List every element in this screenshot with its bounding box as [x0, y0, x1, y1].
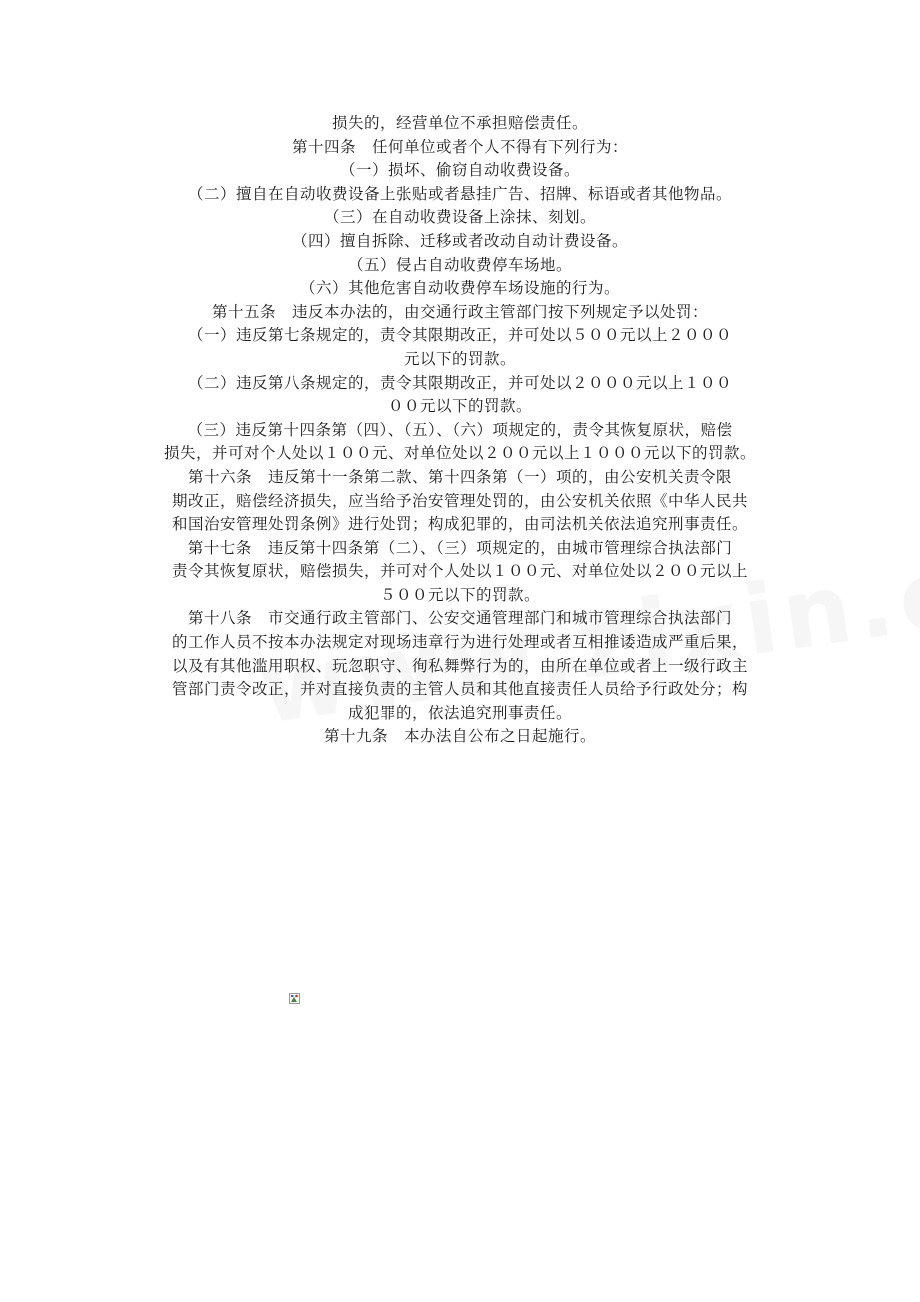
text-line: ５００元以下的罚款。	[379, 585, 540, 604]
list-item: （五）侵占自动收费停车场地。	[347, 255, 572, 274]
list-item: （二）擅自在自动收费设备上张贴或者悬挂广告、招牌、标语或者其他物品。	[187, 184, 732, 203]
text-line: （三）违反第十四条第（四）、（五）、（六）项规定的，责令其恢复原状，赔偿	[187, 420, 733, 439]
article-19-heading: 第十九条 本办法自公布之日起施行。	[323, 727, 596, 746]
text-line: 期改正，赔偿经济损失，应当给予治安管理处罚的，由公安机关依照《中华人民共	[171, 491, 748, 510]
text-line: （二）违反第八条规定的，责令其限期改正，并可处以２０００元以上１００	[187, 373, 732, 392]
list-item: （三）在自动收费设备上涂抹、刻划。	[323, 208, 596, 227]
document-body	[135, 112, 785, 749]
text-line: 损失的，经营单位不承担赔偿责任。	[331, 114, 588, 132]
article-15-heading: 第十五条 违反本办法的，由交通行政主管部门按下列规定予以处罚：	[211, 302, 708, 321]
text-line: 管部门责令改正，并对直接负责的主管人员和其他直接责任人员给予行政处分；构	[171, 680, 748, 699]
article-14-heading: 第十四条 任何单位或者个人不得有下列行为：	[291, 137, 628, 156]
text-line: ００元以下的罚款。	[387, 397, 532, 416]
list-item: （四）擅自拆除、迁移或者改动自动计费设备。	[291, 231, 628, 250]
text-line: 责令其恢复原状，赔偿损失，并可对个人处以１００元、对单位处以２００元以上	[171, 562, 748, 581]
list-item: （六）其他危害自动收费停车场设施的行为。	[299, 279, 620, 298]
text-line: 和国治安管理处罚条例》进行处罚；构成犯罪的，由司法机关依法追究刑事责任。	[171, 515, 748, 534]
article-18-heading: 第十八条 市交通行政主管部门、公安交通管理部门和城市管理综合执法部门	[187, 609, 732, 628]
text-line: 成犯罪的，依法追究刑事责任。	[347, 703, 572, 722]
list-item: （一）损坏、偷窃自动收费设备。	[339, 161, 580, 180]
text-line: （一）违反第七条规定的，责令其限期改正，并可处以５００元以上２０００	[187, 326, 732, 345]
text-line: 以及有其他滥用职权、玩忽职守、徇私舞弊行为的，由所在单位或者上一级行政主	[171, 656, 748, 675]
article-17-heading: 第十七条 违反第十四条第（二）、（三）项规定的，由城市管理综合执法部门	[187, 538, 733, 557]
broken-image-icon	[289, 993, 300, 1004]
text-line: 元以下的罚款。	[403, 349, 516, 368]
article-16-heading: 第十六条 违反第十一条第二款、第十四条第（一）项的，由公安机关责令限	[187, 467, 732, 486]
text-line: 损失，并可对个人处以１００元、对单位处以２００元以上１０００元以下的罚款。	[163, 444, 756, 463]
text-line: 的工作人员不按本办法规定对现场违章行为进行处理或者互相推诿造成严重后果，	[171, 633, 748, 652]
